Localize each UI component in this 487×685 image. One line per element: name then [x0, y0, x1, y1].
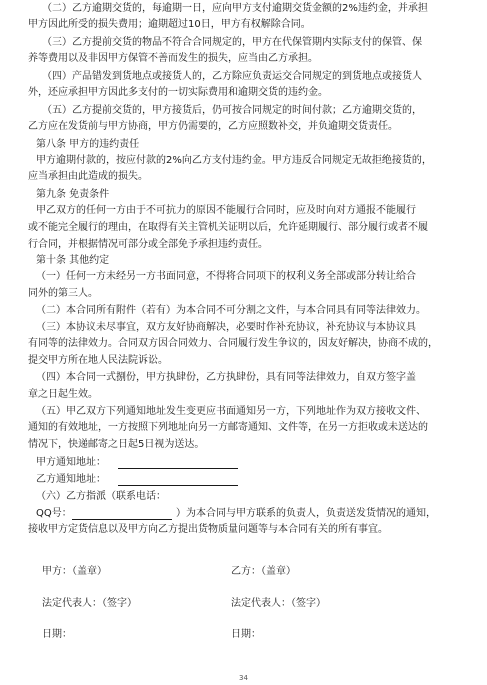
text-line: ）为本合同与甲方联系的负责人，负责送发货情况的通知， — [176, 508, 436, 519]
qq-label: QQ号： — [36, 508, 72, 519]
qq-blank — [72, 519, 172, 520]
party-b-address-blank — [118, 485, 238, 486]
party-a-date: 日期： — [42, 629, 72, 640]
section-heading: 第九条 免责条件 — [36, 189, 110, 200]
text-line: 甲方逾期付款的，按应付款的2%向乙方支付违约金。甲方违反合同规定无故拒绝接货的， — [36, 155, 432, 166]
party-a-representative: 法定代表人：（签字） — [42, 598, 137, 609]
text-line: 甲乙双方的任何一方由于不可抗力的原因不能履行合同时，应及时向对方通报不能履行 — [36, 205, 416, 216]
page-number: 34 — [239, 674, 248, 682]
text-line: 同外的第三人。 — [28, 288, 98, 299]
text-line: 章之日起生效。 — [28, 389, 98, 400]
text-line: 应当承担由此造成的损失。 — [28, 171, 148, 182]
party-b-representative: 法定代表人：（签字） — [231, 598, 326, 609]
text-line: 乙方应在发货前与甲方协商，甲方仍需要的，乙方应照数补交，并负逾期交货责任。 — [28, 121, 398, 132]
text-line: 或不能完全履行的理由，在取得有关主管机关证明以后，允许延期履行、部分履行或者不履 — [28, 222, 428, 233]
party-a-address-label: 甲方通知地址： — [36, 457, 106, 468]
party-b-date: 日期： — [231, 629, 261, 640]
text-line: 情况下，快递邮寄之日起5日视为送达。 — [28, 439, 205, 450]
party-a-address-blank — [118, 468, 238, 469]
text-line: 甲方因此所受的损失费用；逾期超过10日，甲方有权解除合同。 — [28, 19, 311, 30]
party-b-seal: 乙方：（盖章） — [231, 566, 296, 577]
text-line: 通知的有效地址，一方按照下列地址向另一方邮寄通知、文件等，在另一方拒收或未送达的 — [28, 422, 428, 433]
contact-line: （六）乙方指派（联系电话： — [36, 491, 166, 502]
text-line: 行合同，并根据情况可部分或全部免予承担违约责任。 — [28, 239, 268, 250]
section-heading: 第十条 其他约定 — [36, 255, 110, 266]
section-heading: 第八条 甲方的违约责任 — [36, 139, 140, 150]
party-b-address-label: 乙方通知地址： — [36, 474, 106, 485]
text-line: 养等费用以及非因甲方保管不善而发生的损失，应当由乙方承担。 — [28, 53, 318, 64]
party-a-seal: 甲方：（盖章） — [42, 566, 107, 577]
text-line: （四）本合同一式捌份，甲方执肆份，乙方执肆份，具有同等法律效力，自双方签字盖 — [36, 372, 416, 383]
text-line: （二）本合同所有附件（若有）为本合同不可分割之文件，与本合同具有同等法律效力。 — [36, 305, 426, 316]
text-line: 提交甲方所在地人民法院诉讼。 — [28, 355, 168, 366]
text-line: （三）乙方提前交货的物品不符合合同规定的，甲方在代保管期内实际支付的保管、保 — [42, 37, 422, 48]
text-line: 外，还应承担甲方因此多支付的一切实际费用和逾期交货的违约金。 — [28, 87, 328, 98]
text-line: （五）甲乙双方下列通知地址发生变更应书面通知另一方，下列地址作为双方接收文件、 — [36, 406, 426, 417]
text-line: （一）任何一方未经另一方书面同意，不得将合同项下的权利义务全部或部分转让给合 — [36, 271, 416, 282]
text-line: （四）产品错发到货地点或接货人的，乙方除应负责运交合同规定的到货地点或接货人 — [42, 71, 422, 82]
text-line: （二）乙方逾期交货的，每逾期一日，应向甲方支付逾期交货金额的2%违约金，并承担 — [42, 3, 428, 14]
text-line: （三）本协议未尽事宜，双方友好协商解决，必要时作补充协议，补充协议与本协议具 — [36, 322, 416, 333]
text-line: 接收甲方定货信息以及甲方向乙方提出货物质量问题等与本合同有关的所有事宜。 — [28, 524, 388, 535]
text-line: （五）乙方提前交货的，甲方接货后，仍可按合同规定的时间付款；乙方逾期交货的， — [42, 105, 422, 116]
text-line: 有同等的法律效力。合同双方因合同效力、合同履行发生争议的，因友好解决，协商不成的， — [28, 338, 438, 349]
